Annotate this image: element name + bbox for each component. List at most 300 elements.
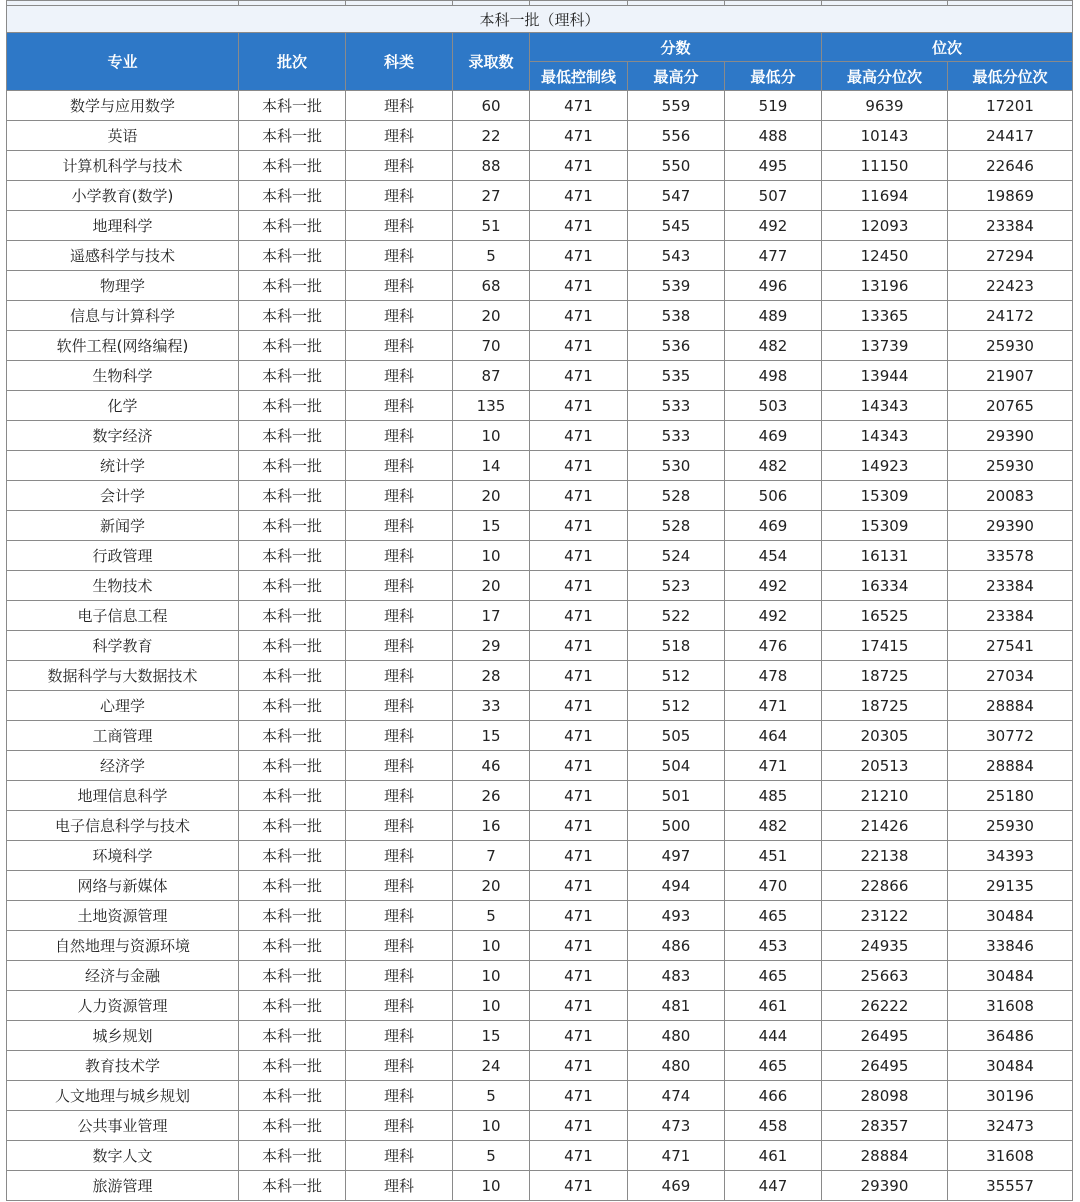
- cell-max-score: 559: [628, 91, 725, 121]
- cell-max-rank: 28357: [822, 1111, 948, 1141]
- cell-batch: 本科一批: [239, 1081, 346, 1111]
- cell-enrolled: 15: [453, 511, 530, 541]
- cell-min-rank: 24417: [948, 121, 1073, 151]
- cell-min-score: 519: [725, 91, 822, 121]
- header-rank-group: 位次: [822, 33, 1073, 62]
- cell-major: 生物技术: [7, 571, 239, 601]
- cell-min-rank: 22646: [948, 151, 1073, 181]
- cell-min-rank: 35557: [948, 1171, 1073, 1201]
- cell-max-score: 528: [628, 511, 725, 541]
- cell-enrolled: 10: [453, 1171, 530, 1201]
- cell-control-line: 471: [530, 271, 628, 301]
- cell-max-score: 533: [628, 421, 725, 451]
- cell-min-rank: 29390: [948, 421, 1073, 451]
- cell-max-score: 523: [628, 571, 725, 601]
- cell-max-rank: 22866: [822, 871, 948, 901]
- cell-major: 教育技术学: [7, 1051, 239, 1081]
- table-row: [7, 871, 1073, 901]
- cell-control-line: 471: [530, 1141, 628, 1171]
- cell-max-score: 483: [628, 961, 725, 991]
- cell-batch: 本科一批: [239, 721, 346, 751]
- cell-control-line: 471: [530, 391, 628, 421]
- cell-max-rank: 14343: [822, 391, 948, 421]
- table-row: [7, 121, 1073, 151]
- cell-min-score: 489: [725, 301, 822, 331]
- cell-enrolled: 27: [453, 181, 530, 211]
- header-enrolled: 录取数: [453, 33, 530, 91]
- cell-max-rank: 16525: [822, 601, 948, 631]
- header-min-rank: 最低分位次: [948, 62, 1073, 91]
- cell-min-rank: 20083: [948, 481, 1073, 511]
- cell-max-rank: 17415: [822, 631, 948, 661]
- cell-min-score: 482: [725, 811, 822, 841]
- cell-control-line: 471: [530, 331, 628, 361]
- cell-control-line: 471: [530, 631, 628, 661]
- cell-max-score: 547: [628, 181, 725, 211]
- cell-batch: 本科一批: [239, 571, 346, 601]
- cell-min-score: 496: [725, 271, 822, 301]
- cell-max-score: 480: [628, 1021, 725, 1051]
- cell-control-line: 471: [530, 811, 628, 841]
- cell-max-rank: 13944: [822, 361, 948, 391]
- table-row: [7, 361, 1073, 391]
- cell-control-line: 471: [530, 661, 628, 691]
- cell-major: 土地资源管理: [7, 901, 239, 931]
- cell-min-rank: 30772: [948, 721, 1073, 751]
- cell-max-rank: 20513: [822, 751, 948, 781]
- table-row: [7, 751, 1073, 781]
- cell-control-line: 471: [530, 121, 628, 151]
- cell-enrolled: 10: [453, 541, 530, 571]
- table-row: [7, 211, 1073, 241]
- cell-batch: 本科一批: [239, 1111, 346, 1141]
- cell-batch: 本科一批: [239, 1141, 346, 1171]
- cell-major: 数字人文: [7, 1141, 239, 1171]
- cell-max-score: 486: [628, 931, 725, 961]
- cell-batch: 本科一批: [239, 451, 346, 481]
- cell-control-line: 471: [530, 241, 628, 271]
- cell-min-rank: 17201: [948, 91, 1073, 121]
- cell-control-line: 471: [530, 421, 628, 451]
- cell-enrolled: 10: [453, 1111, 530, 1141]
- cell-enrolled: 16: [453, 811, 530, 841]
- cell-enrolled: 14: [453, 451, 530, 481]
- table-row: [7, 571, 1073, 601]
- cell-max-rank: 10143: [822, 121, 948, 151]
- cell-min-rank: 33578: [948, 541, 1073, 571]
- cell-enrolled: 60: [453, 91, 530, 121]
- cell-control-line: 471: [530, 751, 628, 781]
- cell-category: 理科: [346, 421, 453, 451]
- cell-min-rank: 27294: [948, 241, 1073, 271]
- cell-enrolled: 88: [453, 151, 530, 181]
- header-min-score: 最低分: [725, 62, 822, 91]
- cell-major: 物理学: [7, 271, 239, 301]
- cell-batch: 本科一批: [239, 151, 346, 181]
- cell-major: 心理学: [7, 691, 239, 721]
- cell-min-score: 503: [725, 391, 822, 421]
- cell-category: 理科: [346, 931, 453, 961]
- cell-min-score: 469: [725, 421, 822, 451]
- cell-min-score: 471: [725, 751, 822, 781]
- cell-enrolled: 10: [453, 961, 530, 991]
- cell-enrolled: 17: [453, 601, 530, 631]
- cell-major: 地理科学: [7, 211, 239, 241]
- cell-min-rank: 27541: [948, 631, 1073, 661]
- cell-max-rank: 22138: [822, 841, 948, 871]
- cell-min-rank: 29135: [948, 871, 1073, 901]
- cell-control-line: 471: [530, 481, 628, 511]
- cell-major: 城乡规划: [7, 1021, 239, 1051]
- cell-batch: 本科一批: [239, 1171, 346, 1201]
- cell-max-rank: 13365: [822, 301, 948, 331]
- cell-max-rank: 21426: [822, 811, 948, 841]
- cell-batch: 本科一批: [239, 661, 346, 691]
- cell-major: 遥感科学与技术: [7, 241, 239, 271]
- cell-max-score: 481: [628, 991, 725, 1021]
- cell-min-score: 485: [725, 781, 822, 811]
- cell-category: 理科: [346, 481, 453, 511]
- cell-control-line: 471: [530, 931, 628, 961]
- cell-enrolled: 10: [453, 991, 530, 1021]
- cell-control-line: 471: [530, 871, 628, 901]
- cell-max-score: 494: [628, 871, 725, 901]
- cell-max-score: 501: [628, 781, 725, 811]
- table-row: [7, 301, 1073, 331]
- cell-min-score: 465: [725, 901, 822, 931]
- cell-batch: 本科一批: [239, 91, 346, 121]
- caption-row: [7, 6, 1073, 33]
- cell-batch: 本科一批: [239, 1021, 346, 1051]
- table-row: [7, 1141, 1073, 1171]
- cell-min-rank: 25930: [948, 331, 1073, 361]
- cell-major: 软件工程(网络编程): [7, 331, 239, 361]
- cell-control-line: 471: [530, 1171, 628, 1201]
- cell-control-line: 471: [530, 1051, 628, 1081]
- cell-category: 理科: [346, 1111, 453, 1141]
- table-row: [7, 331, 1073, 361]
- cell-control-line: 471: [530, 361, 628, 391]
- cell-category: 理科: [346, 91, 453, 121]
- table-row: [7, 931, 1073, 961]
- cell-max-rank: 14923: [822, 451, 948, 481]
- cell-batch: 本科一批: [239, 271, 346, 301]
- cell-min-score: 453: [725, 931, 822, 961]
- cell-category: 理科: [346, 991, 453, 1021]
- cell-control-line: 471: [530, 781, 628, 811]
- cell-max-rank: 26495: [822, 1051, 948, 1081]
- cell-enrolled: 20: [453, 301, 530, 331]
- cell-category: 理科: [346, 1141, 453, 1171]
- cell-max-rank: 11150: [822, 151, 948, 181]
- cell-control-line: 471: [530, 91, 628, 121]
- cell-max-score: 505: [628, 721, 725, 751]
- cell-enrolled: 33: [453, 691, 530, 721]
- cell-min-rank: 30196: [948, 1081, 1073, 1111]
- cell-major: 行政管理: [7, 541, 239, 571]
- cell-category: 理科: [346, 781, 453, 811]
- table-row: [7, 811, 1073, 841]
- cell-max-rank: 26495: [822, 1021, 948, 1051]
- cell-batch: 本科一批: [239, 511, 346, 541]
- cell-max-rank: 15309: [822, 481, 948, 511]
- cell-batch: 本科一批: [239, 211, 346, 241]
- cell-major: 计算机科学与技术: [7, 151, 239, 181]
- cell-max-score: 512: [628, 661, 725, 691]
- cell-max-score: 500: [628, 811, 725, 841]
- cell-control-line: 471: [530, 451, 628, 481]
- cell-max-score: 556: [628, 121, 725, 151]
- cell-min-score: 458: [725, 1111, 822, 1141]
- cell-control-line: 471: [530, 991, 628, 1021]
- cell-min-score: 469: [725, 511, 822, 541]
- cell-max-score: 545: [628, 211, 725, 241]
- cell-enrolled: 20: [453, 871, 530, 901]
- cell-control-line: 471: [530, 301, 628, 331]
- cell-category: 理科: [346, 541, 453, 571]
- header-row-1: [7, 33, 1073, 62]
- cell-category: 理科: [346, 871, 453, 901]
- cell-min-rank: 31608: [948, 1141, 1073, 1171]
- cell-min-score: 461: [725, 1141, 822, 1171]
- cell-enrolled: 87: [453, 361, 530, 391]
- cell-max-score: 504: [628, 751, 725, 781]
- cell-min-rank: 19869: [948, 181, 1073, 211]
- cell-min-score: 498: [725, 361, 822, 391]
- cell-max-score: 524: [628, 541, 725, 571]
- cell-max-score: 474: [628, 1081, 725, 1111]
- cell-min-score: 492: [725, 571, 822, 601]
- cell-max-rank: 16334: [822, 571, 948, 601]
- cell-min-rank: 25930: [948, 451, 1073, 481]
- cell-min-rank: 23384: [948, 211, 1073, 241]
- cell-batch: 本科一批: [239, 301, 346, 331]
- cell-min-score: 492: [725, 601, 822, 631]
- table-row: [7, 901, 1073, 931]
- cell-max-rank: 25663: [822, 961, 948, 991]
- cell-control-line: 471: [530, 841, 628, 871]
- cell-max-score: 497: [628, 841, 725, 871]
- cell-max-rank: 13739: [822, 331, 948, 361]
- cell-enrolled: 7: [453, 841, 530, 871]
- cell-major: 化学: [7, 391, 239, 421]
- cell-enrolled: 5: [453, 1081, 530, 1111]
- cell-control-line: 471: [530, 1081, 628, 1111]
- header-category: 科类: [346, 33, 453, 91]
- table-row: [7, 481, 1073, 511]
- cell-max-rank: 14343: [822, 421, 948, 451]
- cell-batch: 本科一批: [239, 961, 346, 991]
- cell-max-rank: 12450: [822, 241, 948, 271]
- table-row: [7, 511, 1073, 541]
- table-row: [7, 241, 1073, 271]
- table-row: [7, 781, 1073, 811]
- cell-enrolled: 22: [453, 121, 530, 151]
- cell-control-line: 471: [530, 1021, 628, 1051]
- cell-min-score: 492: [725, 211, 822, 241]
- cell-major: 公共事业管理: [7, 1111, 239, 1141]
- cell-min-score: 444: [725, 1021, 822, 1051]
- cell-min-rank: 24172: [948, 301, 1073, 331]
- table-row: [7, 91, 1073, 121]
- cell-enrolled: 51: [453, 211, 530, 241]
- cell-control-line: 471: [530, 211, 628, 241]
- table-row: [7, 601, 1073, 631]
- cell-major: 经济学: [7, 751, 239, 781]
- table-row: [7, 961, 1073, 991]
- cell-min-rank: 27034: [948, 661, 1073, 691]
- cell-category: 理科: [346, 841, 453, 871]
- cell-enrolled: 5: [453, 901, 530, 931]
- table-row: [7, 451, 1073, 481]
- cell-batch: 本科一批: [239, 481, 346, 511]
- cell-major: 环境科学: [7, 841, 239, 871]
- cell-batch: 本科一批: [239, 751, 346, 781]
- cell-major: 统计学: [7, 451, 239, 481]
- cell-max-score: 539: [628, 271, 725, 301]
- cell-batch: 本科一批: [239, 1051, 346, 1081]
- cell-min-score: 454: [725, 541, 822, 571]
- cell-major: 网络与新媒体: [7, 871, 239, 901]
- cell-min-rank: 33846: [948, 931, 1073, 961]
- cell-max-score: 528: [628, 481, 725, 511]
- cell-major: 信息与计算科学: [7, 301, 239, 331]
- cell-max-score: 493: [628, 901, 725, 931]
- cell-major: 人文地理与城乡规划: [7, 1081, 239, 1111]
- table-row: [7, 391, 1073, 421]
- cell-batch: 本科一批: [239, 871, 346, 901]
- table-row: [7, 631, 1073, 661]
- cell-max-rank: 18725: [822, 691, 948, 721]
- table-row: [7, 841, 1073, 871]
- table-row: [7, 181, 1073, 211]
- cell-batch: 本科一批: [239, 541, 346, 571]
- cell-category: 理科: [346, 271, 453, 301]
- table-row: [7, 991, 1073, 1021]
- cell-max-score: 543: [628, 241, 725, 271]
- header-max-rank: 最高分位次: [822, 62, 948, 91]
- cell-category: 理科: [346, 511, 453, 541]
- cell-min-score: 482: [725, 331, 822, 361]
- cell-batch: 本科一批: [239, 181, 346, 211]
- cell-category: 理科: [346, 151, 453, 181]
- cell-min-rank: 25930: [948, 811, 1073, 841]
- cell-enrolled: 135: [453, 391, 530, 421]
- cell-enrolled: 5: [453, 241, 530, 271]
- cell-max-score: 522: [628, 601, 725, 631]
- cell-min-rank: 36486: [948, 1021, 1073, 1051]
- cell-min-score: 476: [725, 631, 822, 661]
- cell-control-line: 471: [530, 721, 628, 751]
- cell-min-score: 461: [725, 991, 822, 1021]
- cell-min-score: 506: [725, 481, 822, 511]
- cell-batch: 本科一批: [239, 421, 346, 451]
- cell-category: 理科: [346, 211, 453, 241]
- table-row: [7, 721, 1073, 751]
- cell-max-score: 538: [628, 301, 725, 331]
- cell-batch: 本科一批: [239, 601, 346, 631]
- cell-category: 理科: [346, 1051, 453, 1081]
- cell-batch: 本科一批: [239, 691, 346, 721]
- cell-min-rank: 23384: [948, 571, 1073, 601]
- cell-category: 理科: [346, 631, 453, 661]
- cell-max-rank: 26222: [822, 991, 948, 1021]
- table-row: [7, 1021, 1073, 1051]
- cell-max-score: 533: [628, 391, 725, 421]
- cell-category: 理科: [346, 751, 453, 781]
- cell-category: 理科: [346, 181, 453, 211]
- cell-category: 理科: [346, 901, 453, 931]
- cell-enrolled: 46: [453, 751, 530, 781]
- cell-min-score: 488: [725, 121, 822, 151]
- cell-major: 新闻学: [7, 511, 239, 541]
- cell-min-rank: 28884: [948, 691, 1073, 721]
- cell-enrolled: 15: [453, 1021, 530, 1051]
- cell-major: 会计学: [7, 481, 239, 511]
- cell-min-rank: 30484: [948, 961, 1073, 991]
- cell-max-rank: 23122: [822, 901, 948, 931]
- cell-batch: 本科一批: [239, 361, 346, 391]
- cell-min-rank: 23384: [948, 601, 1073, 631]
- cell-major: 工商管理: [7, 721, 239, 751]
- cell-min-score: 471: [725, 691, 822, 721]
- cell-batch: 本科一批: [239, 331, 346, 361]
- cell-category: 理科: [346, 811, 453, 841]
- cell-control-line: 471: [530, 181, 628, 211]
- cell-min-score: 464: [725, 721, 822, 751]
- cell-major: 电子信息工程: [7, 601, 239, 631]
- cell-major: 数字经济: [7, 421, 239, 451]
- cell-max-score: 480: [628, 1051, 725, 1081]
- cell-category: 理科: [346, 661, 453, 691]
- cell-min-score: 495: [725, 151, 822, 181]
- cell-control-line: 471: [530, 541, 628, 571]
- table-row: [7, 271, 1073, 301]
- table-row: [7, 421, 1073, 451]
- table-row: [7, 1051, 1073, 1081]
- cell-enrolled: 20: [453, 571, 530, 601]
- cell-min-score: 470: [725, 871, 822, 901]
- cell-batch: 本科一批: [239, 841, 346, 871]
- cell-enrolled: 68: [453, 271, 530, 301]
- cell-min-rank: 30484: [948, 1051, 1073, 1081]
- cell-control-line: 471: [530, 1111, 628, 1141]
- cell-category: 理科: [346, 241, 453, 271]
- cell-enrolled: 28: [453, 661, 530, 691]
- cell-max-rank: 9639: [822, 91, 948, 121]
- cell-major: 地理信息科学: [7, 781, 239, 811]
- cell-category: 理科: [346, 601, 453, 631]
- cell-major: 人力资源管理: [7, 991, 239, 1021]
- cell-max-score: 471: [628, 1141, 725, 1171]
- cell-batch: 本科一批: [239, 121, 346, 151]
- cell-max-score: 512: [628, 691, 725, 721]
- cell-min-score: 477: [725, 241, 822, 271]
- cell-enrolled: 15: [453, 721, 530, 751]
- cell-min-rank: 21907: [948, 361, 1073, 391]
- cell-batch: 本科一批: [239, 811, 346, 841]
- cell-control-line: 471: [530, 961, 628, 991]
- cell-min-score: 465: [725, 961, 822, 991]
- cell-max-rank: 15309: [822, 511, 948, 541]
- cell-enrolled: 20: [453, 481, 530, 511]
- cell-min-score: 465: [725, 1051, 822, 1081]
- cell-major: 旅游管理: [7, 1171, 239, 1201]
- cell-min-score: 482: [725, 451, 822, 481]
- header-max-score: 最高分: [628, 62, 725, 91]
- cell-min-rank: 34393: [948, 841, 1073, 871]
- cell-batch: 本科一批: [239, 931, 346, 961]
